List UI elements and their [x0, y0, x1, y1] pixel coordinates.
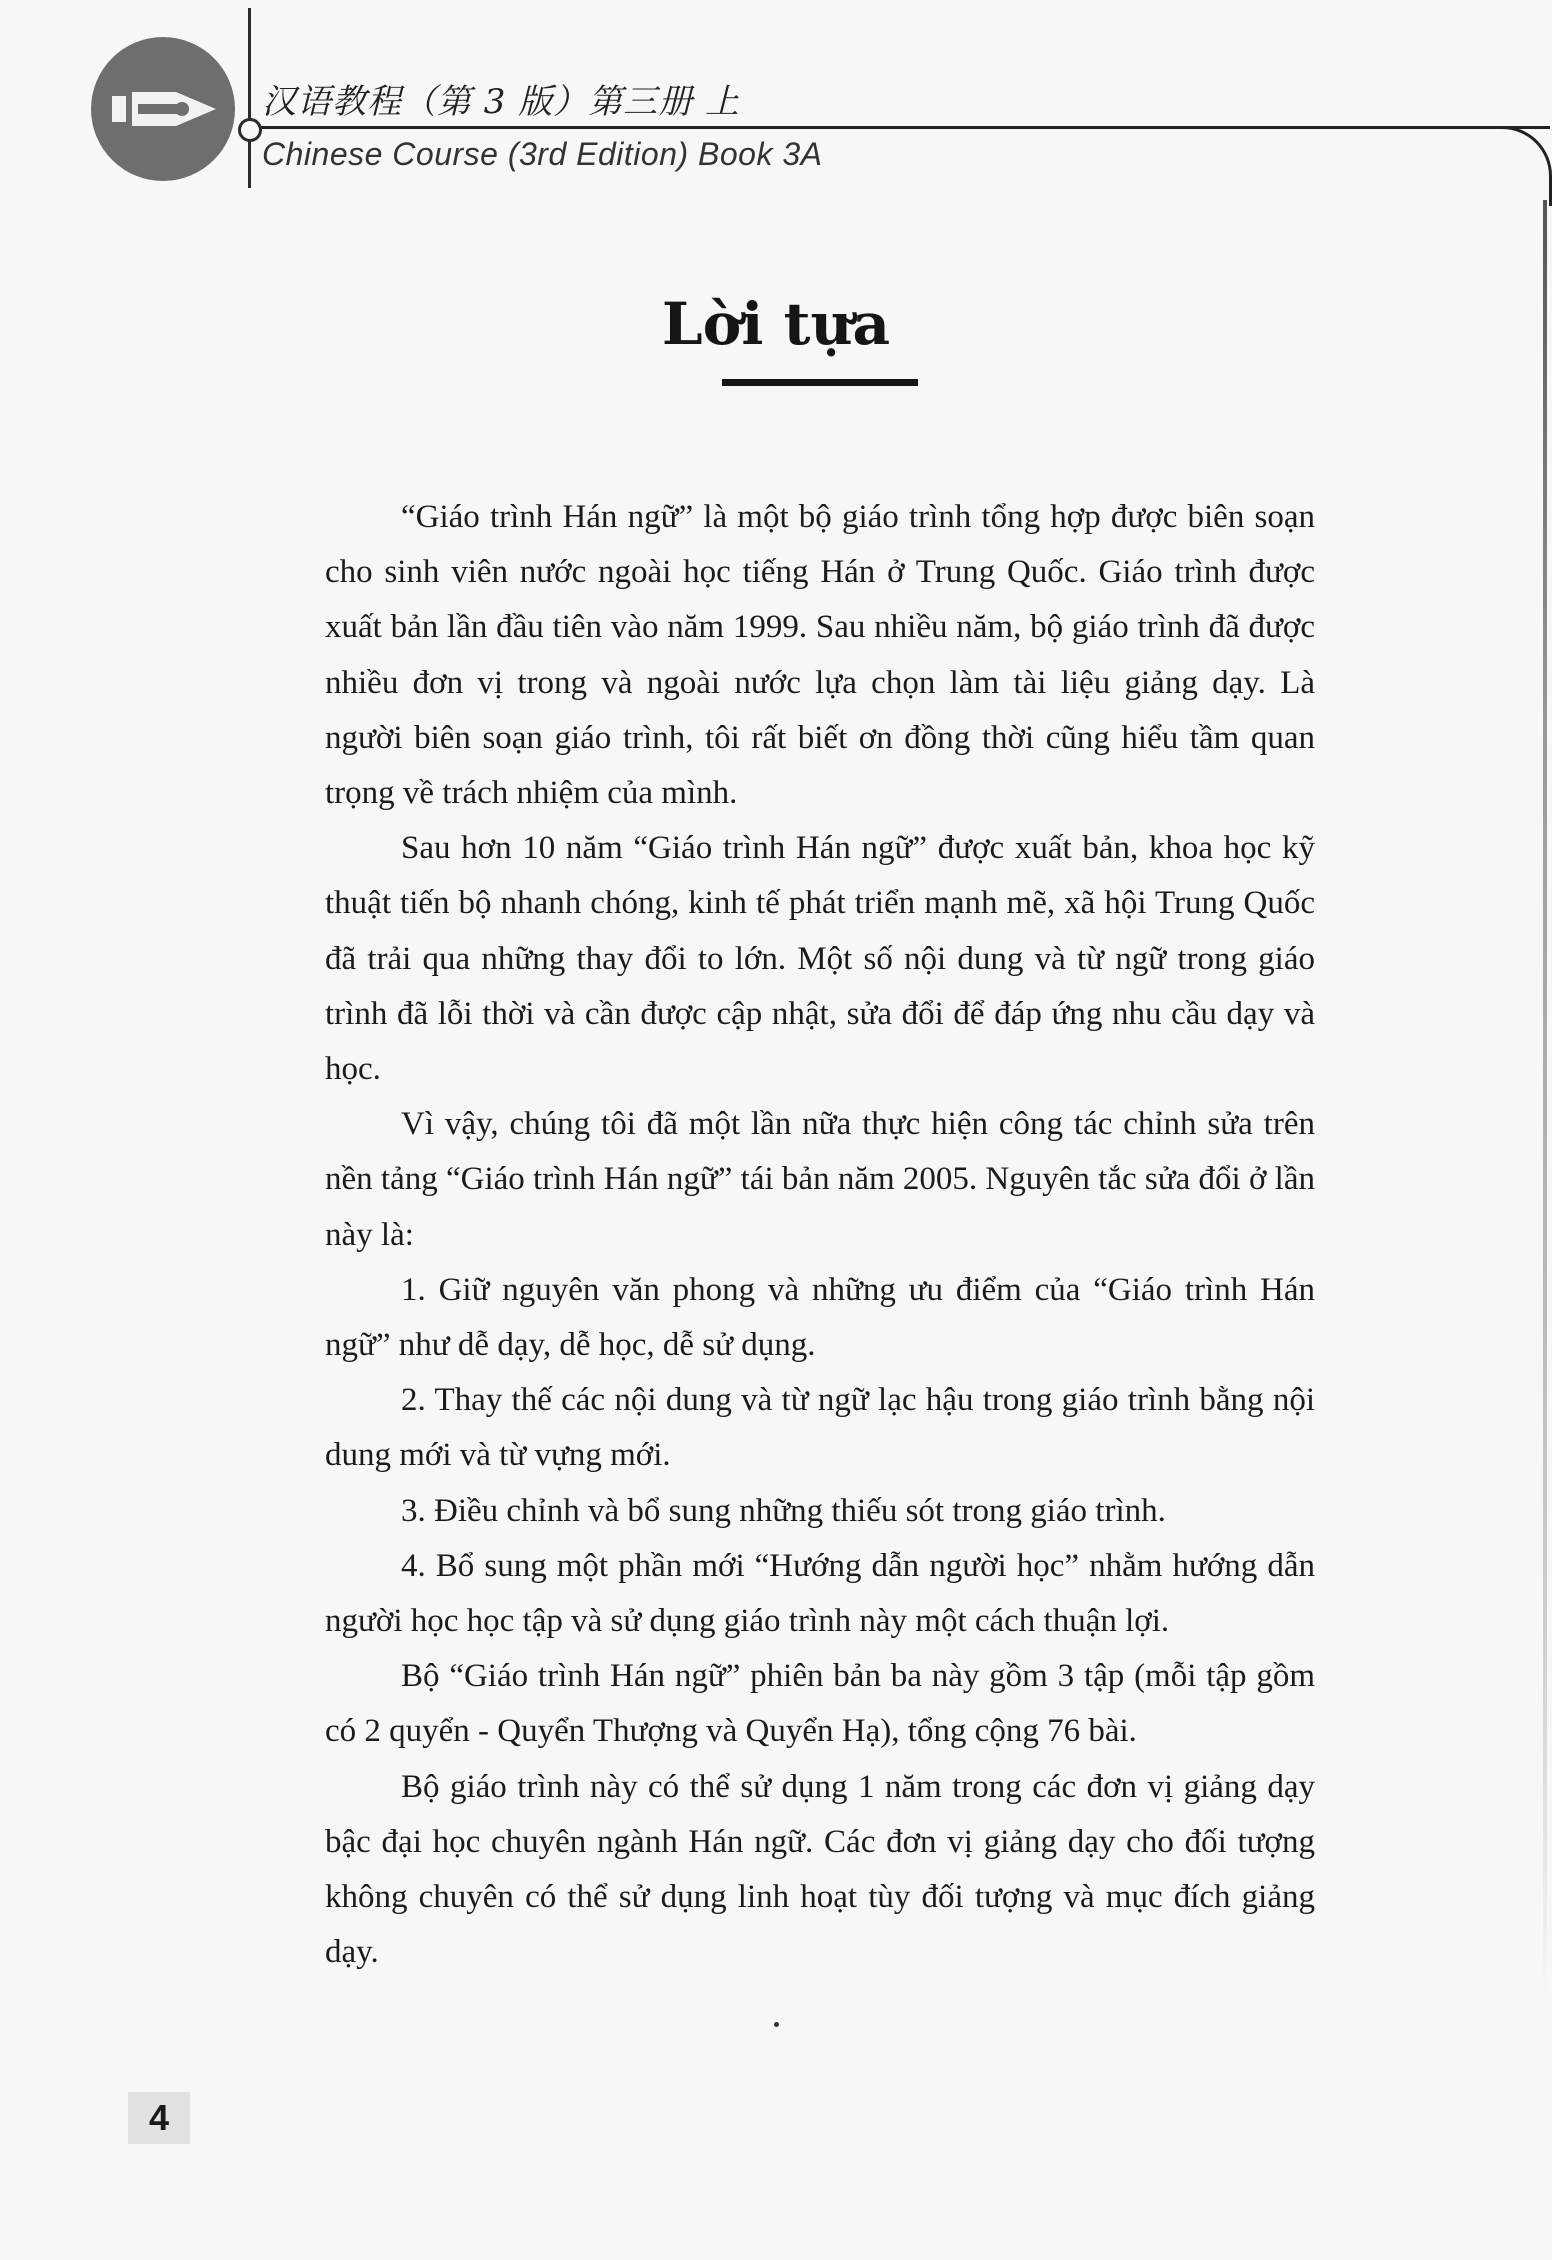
- paragraph: “Giáo trình Hán ngữ” là một bộ giáo trình tổng hợp được biên soạn cho sinh viên nước ngoài học tiếng Hán ở Trung Quốc. Giáo trình được xuất bản lần đầu tiên vào năm 1999. Sau nhiều năm, bộ giáo trình đã được nhiều đơn vị trong và ngoài nước lựa chọn làm tài liệu giảng dạy. Là người biên soạn giáo trình, tôi rất biết ơn đồng thời cũng hiểu tầm quan trọng về trách nhiệm của mình.: [325, 499, 1315, 812]
- page-number: 4: [128, 2092, 190, 2144]
- principle-item: 2. Thay thế các nội dung và từ ngữ lạc hậu trong giáo trình bằng nội dung mới và từ vựng mới.: [325, 1382, 1315, 1474]
- pen-nib-icon: [88, 34, 238, 184]
- principle-item: 4. Bổ sung một phần mới “Hướng dẫn người học” nhằm hướng dẫn người học học tập và sử dụng giáo trình này một cách thuận lợi.: [325, 1547, 1315, 1640]
- paragraph: Bộ giáo trình này có thể sử dụng 1 năm trong các đơn vị giảng dạy bậc đại học chuyên ngành Hán ngữ. Các đơn vị giảng dạy cho đối tượng không chuyên có thể sử dụng linh hoạt tùy đối tượng và mục đích giảng dạy.: [325, 1768, 1315, 1971]
- header-corner-curve: [1490, 126, 1552, 206]
- page-right-edge: [1543, 200, 1547, 2000]
- header-title-english: Chinese Course (3rd Edition) Book 3A: [262, 136, 823, 172]
- page-title: Lời tựa: [661, 290, 891, 358]
- paragraph: Vì vậy, chúng tôi đã một lần nữa thực hiện công tác chỉnh sửa trên nền tảng “Giáo trình Hán ngữ” tái bản năm 2005. Nguyên tắc sửa đổi ở lần này là:: [325, 1106, 1315, 1253]
- header-vertical-rule: [248, 8, 251, 188]
- principle-item: 3. Điều chỉnh và bổ sung những thiếu sót trong giáo trình.: [401, 1492, 1166, 1529]
- principle-item: 1. Giữ nguyên văn phong và những ưu điểm của “Giáo trình Hán ngữ” như dễ dạy, dễ học, dễ sử dụng.: [325, 1271, 1315, 1364]
- header-title-chinese: 汉语教程（第 3 版）第三册 上: [262, 82, 741, 122]
- preface-body: [325, 490, 1315, 1980]
- decorative-dot: [774, 2022, 779, 2027]
- header-rule-node: [238, 118, 262, 142]
- paragraph: Bộ “Giáo trình Hán ngữ” phiên bản ba này gồm 3 tập (mỗi tập gồm có 2 quyển - Quyển Thượng và Quyển Hạ), tổng cộng 76 bài.: [325, 1658, 1315, 1750]
- title-underline: [722, 379, 918, 386]
- header-horizontal-rule: [250, 126, 1550, 129]
- paragraph: Sau hơn 10 năm “Giáo trình Hán ngữ” được xuất bản, khoa học kỹ thuật tiến bộ nhanh chóng, kinh tế phát triển mạnh mẽ, xã hội Trung Quốc đã trải qua những thay đổi to lớn. Một số nội dung và từ ngữ trong giáo trình đã lỗi thời và cần được cập nhật, sửa đổi để đáp ứng nhu cầu dạy và học.: [325, 830, 1315, 1088]
